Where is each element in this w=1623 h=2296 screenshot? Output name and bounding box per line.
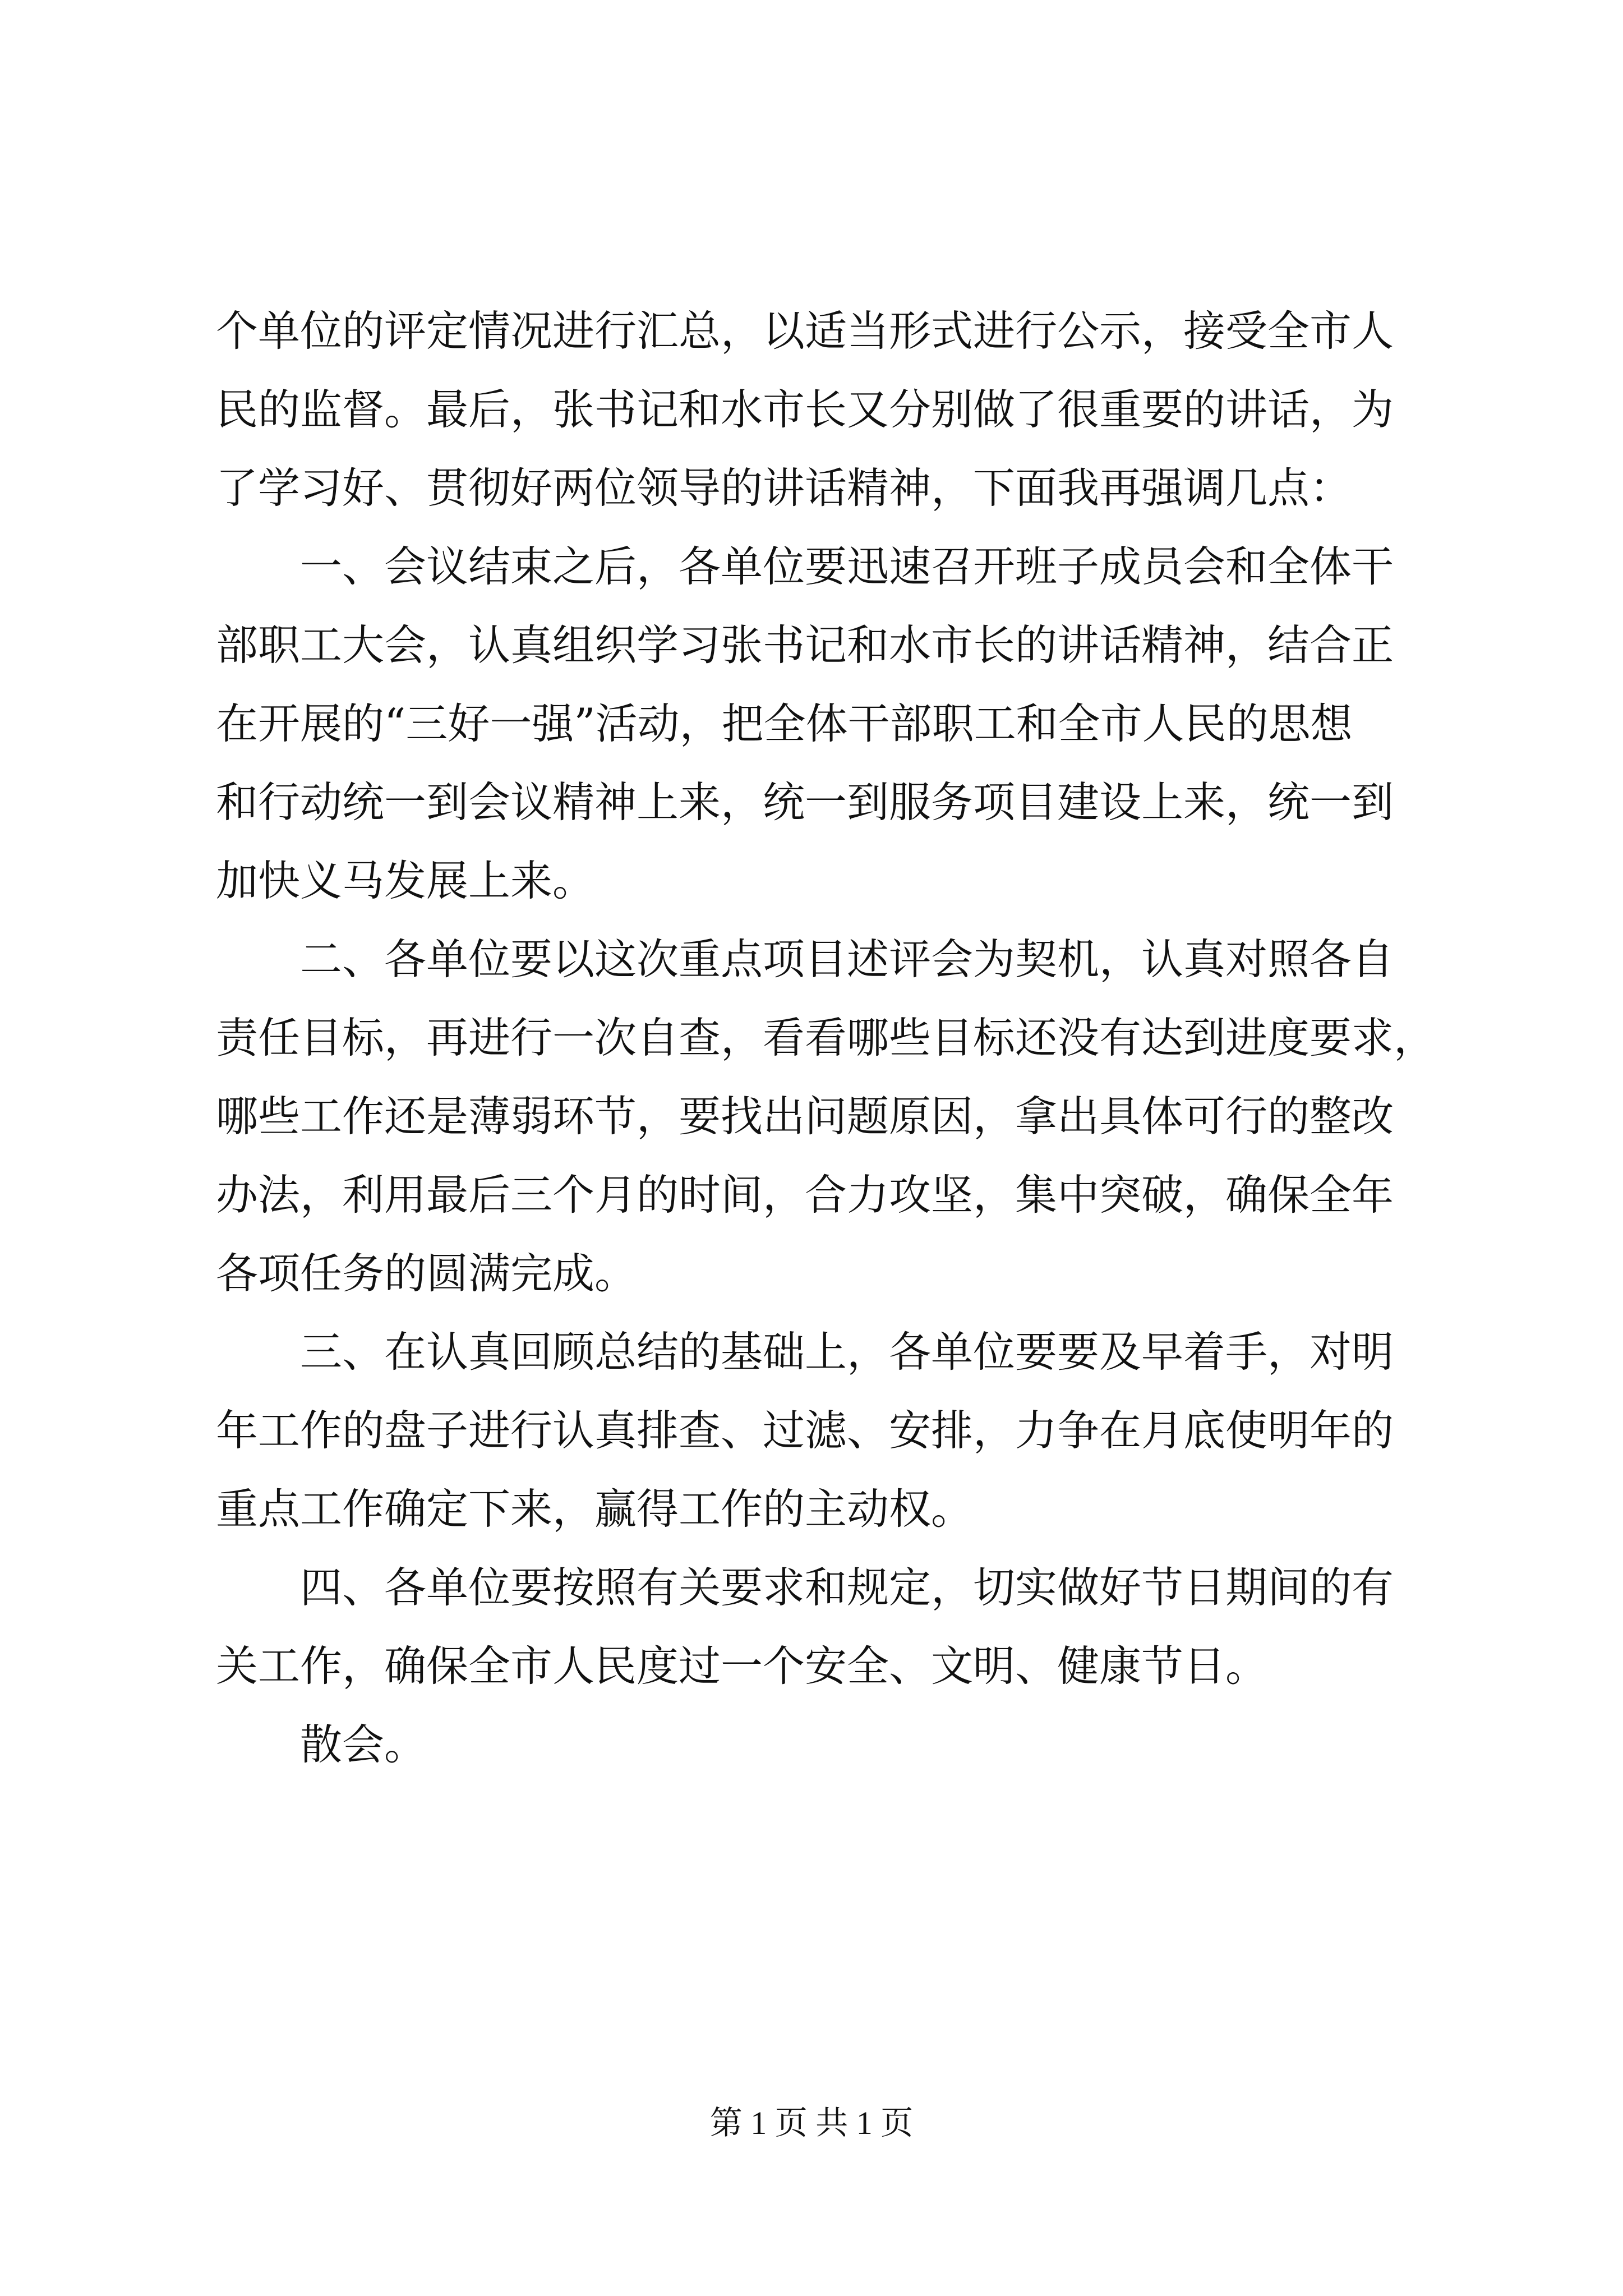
document-body — [216, 292, 1436, 1784]
text-line: 关工作，确保全市人民度过一个安全、文明、健康节日。 — [216, 1641, 1268, 1691]
text-line: 个单位的评定情况进行汇总，以适当形式进行公示，接受全市人 — [216, 306, 1394, 356]
text-line: 部职工大会，认真组织学习张书记和水市长的讲话精神，结合正 — [216, 620, 1394, 670]
text-line: 办法，利用最后三个月的时间，合力攻坚，集中突破，确保全年 — [216, 1170, 1394, 1220]
text-line: 各项任务的圆满完成。 — [216, 1249, 637, 1298]
text-line: 三、在认真回顾总结的基础上，各单位要要及早着手，对明 — [300, 1327, 1394, 1377]
paragraph-point-one — [216, 527, 1416, 920]
paragraph-point-two — [216, 920, 1436, 1313]
text-line: 重点工作确定下来，赢得工作的主动权。 — [216, 1484, 974, 1534]
text-line: 了学习好、贯彻好两位领导的讲话精神，下面我再强调几点： — [216, 463, 1352, 513]
text-line: 和行动统一到会议精神上来，统一到服务项目建设上来，统一到 — [216, 777, 1394, 827]
text-line: 年工作的盘子进行认真排查、过滤、安排，力争在月底使明年的 — [216, 1406, 1394, 1455]
paragraph-closing — [216, 1705, 1416, 1784]
text-line: 四、各单位要按照有关要求和规定，切实做好节日期间的有 — [300, 1563, 1394, 1612]
text-line: 哪些工作还是薄弱环节，要找出问题原因，拿出具体可行的整改 — [216, 1092, 1394, 1141]
page-number-footer: 第 1 页 共 1 页 — [709, 2105, 914, 2141]
text-line: 责任目标，再进行一次自查，看看哪些目标还没有达到进度要求， — [216, 1013, 1436, 1062]
text-line: 散会。 — [300, 1720, 427, 1769]
text-line: 民的监督。最后，张书记和水市长又分别做了很重要的讲话，为 — [216, 385, 1394, 434]
paragraph-intro — [216, 292, 1416, 527]
text-line: 一、会议结束之后，各单位要迅速召开班子成员会和全体干 — [300, 542, 1394, 591]
text-line: 在开展的“三好一强”活动，把全体干部职工和全市人民的思想 — [216, 699, 1353, 748]
paragraph-point-three — [216, 1313, 1416, 1548]
text-line: 加快义马发展上来。 — [216, 856, 595, 905]
paragraph-point-four — [216, 1548, 1416, 1705]
text-line: 二、各单位要以这次重点项目述评会为契机，认真对照各自 — [300, 935, 1394, 984]
